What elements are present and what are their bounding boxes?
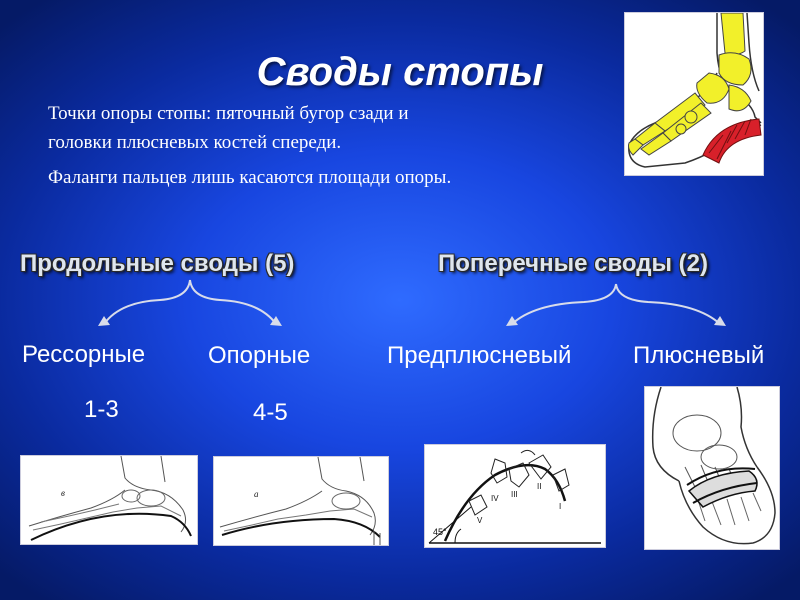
intro-line-3: Фаланги пальцев лишь касаются площади опоры.: [48, 167, 452, 188]
roman-i: I: [559, 502, 562, 511]
angle-label: 45°: [433, 527, 447, 537]
longitudinal-brace: [90, 276, 290, 332]
label-spring-arches: Рессорные: [22, 341, 146, 368]
label-support-arches: Опорные: [208, 342, 311, 369]
roman-iv: IV: [491, 494, 499, 503]
intro-line-2: головки плюсневых костей спереди.: [48, 132, 342, 153]
range-support-arches: 4-5: [253, 399, 288, 426]
roman-ii: II: [537, 482, 542, 491]
roman-v: V: [477, 516, 483, 525]
intro-text: [48, 99, 451, 192]
label-metatarsal-arch: Плюсневый: [633, 342, 765, 369]
label-tarsal-arch: Предплюсневый: [387, 342, 572, 369]
intro-line-1: Точки опоры стопы: пяточный бугор сзади и: [48, 103, 409, 124]
figure-metatarsal-arch: [644, 386, 780, 550]
longitudinal-heading: Продольные своды (5): [20, 250, 295, 277]
figure-spring-arch: [20, 455, 198, 545]
figure-tarsal-arch: [424, 444, 606, 548]
figure-letter-a: а: [254, 489, 259, 499]
foot-skeleton-image: [624, 12, 764, 176]
figure-support-arch: [213, 456, 389, 546]
range-spring-arches: 1-3: [84, 396, 119, 423]
page-title: Своды стопы: [256, 50, 544, 94]
figure-letter-v: в: [61, 488, 65, 498]
transverse-heading: Поперечные своды (2): [438, 250, 708, 277]
roman-iii: III: [511, 490, 518, 499]
transverse-brace: [500, 280, 732, 332]
